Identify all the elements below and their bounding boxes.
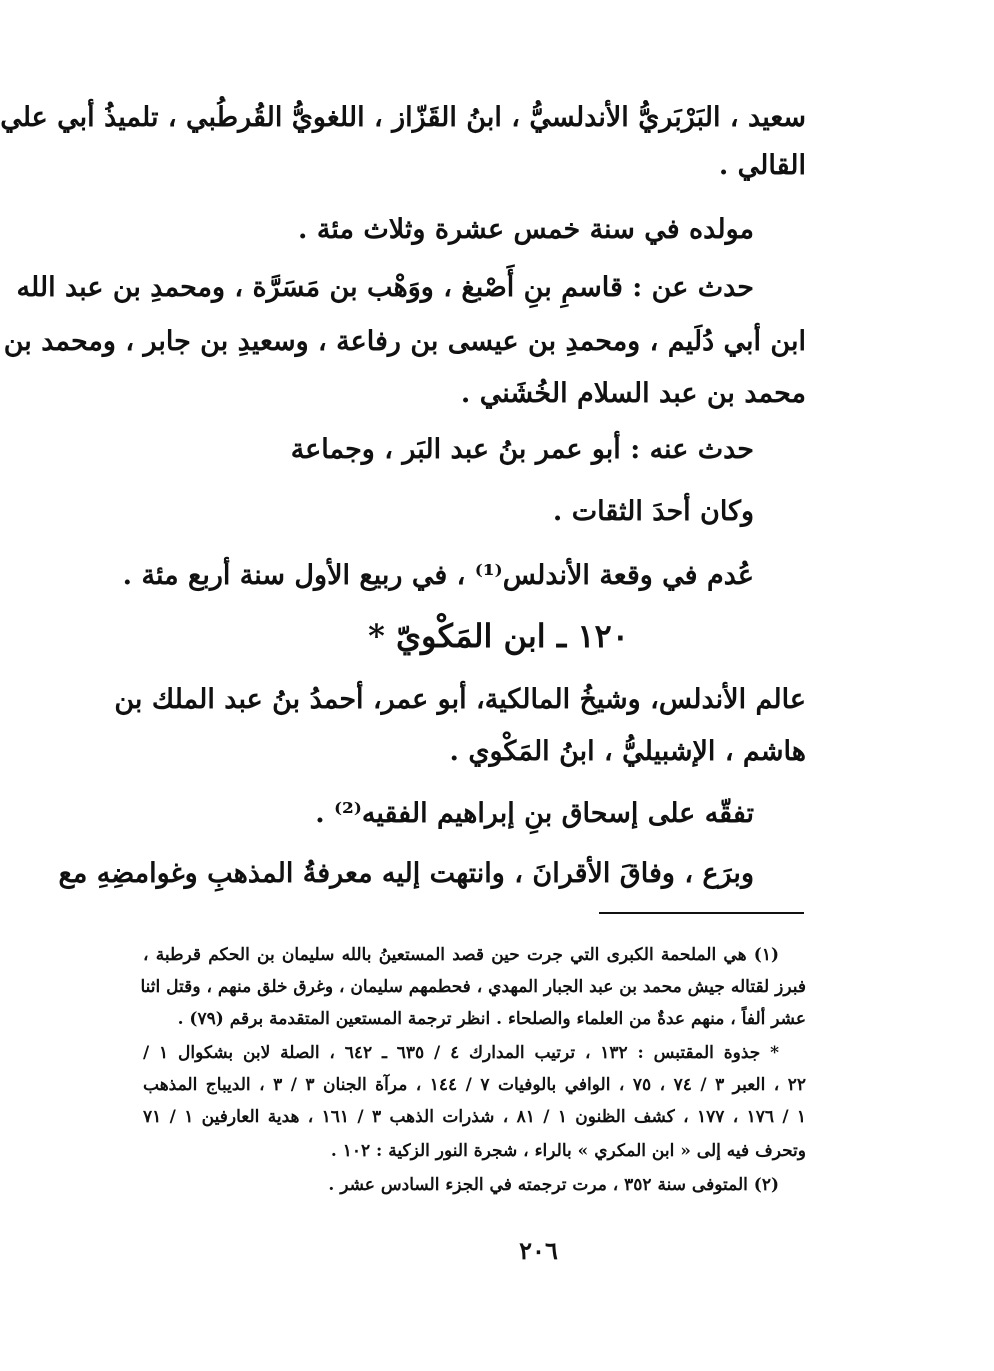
- body-line-2: القالي .: [718, 150, 806, 181]
- entry-heading: ١٢٠ ـ ابن المَكْويّ *: [368, 617, 629, 655]
- body-line-3: مولده في سنة خمس عشرة وثلاث مئة .: [298, 214, 754, 245]
- body-line-8: وكان أحدَ الثقات .: [552, 496, 754, 527]
- body-line-4: حدث عن : قاسمِ بنِ أَصْبغ ، ووَهْب بن مَسَرَّة ، ومحمدِ بن عبد الله: [16, 272, 754, 303]
- footnote-line-3: عشر ألفاً ، منهم عدةٌ من العلماء والصلحاء . انظر ترجمة المستعين المتقدمة برقم (٧٩) .: [177, 1009, 806, 1029]
- footnote-line-8: (٢) المتوفى سنة ٣٥٢ ، مرت ترجمته في الجزء السادس عشر .: [328, 1175, 779, 1195]
- footnote-line-4: * جذوة المقتبس : ١٣٢ ، ترتيب المدارك ٤ / ٦٣٥ ـ ٦٤٢ ، الصلة لابن بشكوال ١ /: [143, 1043, 779, 1063]
- footnote-line-1: (١) هي الملحمة الكبرى التي جرت حين قصد المستعينُ بالله سليمان بن الحكم قرطبة ،: [143, 945, 779, 965]
- body-line-5: ابن أبي دُلَيم ، ومحمدِ بن عيسى بن رفاعة ، وسعيدِ بن جابر ، ومحمد بن: [3, 326, 806, 357]
- footnote-line-6: ١ / ١٧٦ ، ١٧٧ ، كشف الظنون ١ / ٨١ ، شذرات الذهب ٣ / ١٦١ ، هدية العارفين ١ / ٧١: [143, 1107, 807, 1127]
- body-line-1: سعيد ، البَرْبَريُّ الأندلسيُّ ، ابنُ القَزّاز ، اللغويُّ القُرطُبي ، تلميذُ أبي علي: [0, 102, 806, 133]
- body-line-6: محمد بن عبد السلام الخُشَني .: [460, 378, 806, 409]
- body-line-12: تفقّه على إسحاق بنِ إبراهيم الفقيه⁽²⁾ .: [315, 798, 754, 829]
- body-line-13: وبرَع ، وفاقَ الأقرانَ ، وانتهت إليه معرفةُ المذهبِ وغوامضِهِ مع: [58, 858, 754, 889]
- body-line-9: عُدم في وقعة الأندلس⁽¹⁾ ، في ربيع الأول سنة أربع مئة .: [122, 560, 754, 591]
- body-line-11: هاشم ، الإشبيليُّ ، ابنُ المَكْوي .: [449, 736, 806, 767]
- page-number: ٢٠٦: [519, 1236, 558, 1265]
- body-line-7: حدث عنه : أبو عمر بنُ عبد البَر ، وجماعة: [290, 434, 754, 465]
- footnote-line-5: ٢٢ ، العبر ٣ / ٧٤ ، ٧٥ ، الوافي بالوفيات ٧ / ١٤٤ ، مرآة الجنان ٣ / ٣ ، الديباج المذهب: [143, 1075, 807, 1095]
- body-line-10: عالم الأندلس، وشيخُ المالكية، أبو عمر، أحمدُ بنُ عبد الملك بن: [114, 684, 806, 715]
- footnote-separator: [599, 912, 804, 914]
- footnote-line-7: وتحرف فيه إلى « ابن المكري » بالراء ، شجرة النور الزكية : ١٠٢ .: [330, 1141, 806, 1161]
- footnote-line-2: فبرز لقتاله جيش محمد بن عبد الجبار المهدي ، فحطمهم سليمان ، وغرق خلق منهم ، وقتل اثنا: [140, 977, 806, 997]
